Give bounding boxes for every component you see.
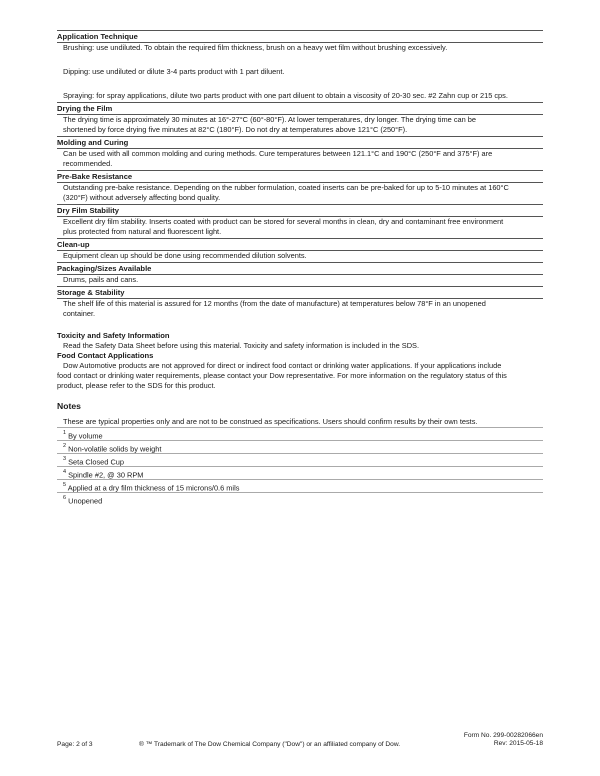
packaging-line-1: Drums, pails and cans.	[63, 275, 139, 284]
section-body-prebake	[57, 183, 543, 203]
note-item	[57, 428, 543, 441]
notes-intro-text: These are typical properties only and are not to be construed as specifications. Users should confirm results by their own tests.	[63, 417, 478, 426]
note-text: Seta Closed Cup	[68, 457, 124, 467]
note-number: 1	[63, 430, 67, 436]
footer-form-info	[464, 732, 543, 748]
notes-list	[57, 428, 543, 505]
note-number: 3	[63, 456, 67, 462]
note-text: By volume	[68, 431, 103, 441]
drying-line-2: shortened by force drying five minutes at 82°C (180°F). Do not dry at temperatures above 121°C (250°F).	[63, 125, 408, 134]
storage-line-1: The shelf life of this material is assured for 12 months (from the date of manufacture) at temperatures below 78°F in an unopened	[63, 299, 486, 308]
food-line-3: product, please refer to the SDS for this product.	[57, 381, 216, 390]
notes-title: Notes	[57, 401, 81, 411]
section-body-application	[57, 43, 543, 101]
storage-line-2: container.	[63, 309, 96, 318]
note-item	[57, 480, 543, 493]
note-text: Applied at a dry film thickness of 15 microns/0.6 mils	[67, 483, 240, 493]
note-text: Non-volatile solids by weight	[68, 444, 162, 454]
section-body-packaging	[57, 275, 543, 285]
section-title-storage: Storage & Stability	[57, 286, 543, 299]
stability-line-2: plus protected from natural and fluorescent light.	[63, 227, 222, 236]
section-title-drying: Drying the Film	[57, 102, 543, 115]
note-text: Spindle #2, @ 30 RPM	[68, 470, 144, 480]
footer-trademark: ® ™ Trademark of The Dow Chemical Company ("Dow") or an affiliated company of Dow.	[139, 741, 401, 748]
notes-intro	[57, 415, 543, 428]
note-text: Unopened	[68, 496, 103, 506]
note-item	[57, 454, 543, 467]
section-title-stability: Dry Film Stability	[57, 204, 543, 217]
application-brushing: Brushing: use undiluted. To obtain the required film thickness, brush on a heavy wet film without brushing excessively.	[63, 43, 448, 52]
molding-line-2: recommended.	[63, 159, 113, 168]
note-number: 4	[63, 469, 67, 475]
prebake-line-2: (320°F) without adversely affecting bond quality.	[63, 193, 221, 202]
note-number: 2	[63, 443, 67, 449]
section-title-cleanup: Clean-up	[57, 238, 543, 251]
section-title-molding: Molding and Curing	[57, 136, 543, 149]
section-body-storage	[57, 299, 543, 319]
section-title-prebake: Pre-Bake Resistance	[57, 170, 543, 183]
footer-revision: Rev: 2015-05-18	[493, 740, 543, 747]
document-page	[57, 30, 543, 505]
footer-page-number: Page: 2 of 3	[57, 741, 93, 748]
section-body-stability	[57, 217, 543, 237]
toxicity-line-1: Read the Safety Data Sheet before using this material. Toxicity and safety information is included in the SDS.	[63, 341, 420, 350]
note-item	[57, 493, 543, 505]
cleanup-line-1: Equipment clean up should be done using recommended dilution solvents.	[63, 251, 307, 260]
note-number: 6	[63, 495, 67, 501]
note-number: 5	[63, 482, 67, 488]
section-body-molding	[57, 149, 543, 169]
food-line-2: food contact or drinking water requirements, please contact your Dow representative. For more information on the regulatory status of this	[57, 371, 507, 380]
section-title-packaging: Packaging/Sizes Available	[57, 262, 543, 275]
section-body-drying	[57, 115, 543, 135]
application-dipping: Dipping: use undiluted or dilute 3-4 parts product with 1 part diluent.	[63, 67, 285, 76]
drying-line-1: The drying time is approximately 30 minutes at 16°-27°C (60°-80°F). At lower temperatures, dry longer. The drying time can be	[63, 115, 477, 124]
food-line-1: Dow Automotive products are not approved for direct or indirect food contact or drinking water applications. If your applications include	[63, 361, 502, 370]
food-title: Food Contact Applications	[57, 351, 154, 360]
note-item	[57, 467, 543, 480]
molding-line-1: Can be used with all common molding and curing methods. Cure temperatures between 121.1°C and 190°C (250°F and 375°F) are	[63, 149, 493, 158]
toxicity-title: Toxicity and Safety Information	[57, 331, 170, 340]
section-title-application: Application Technique	[57, 30, 543, 43]
stability-line-1: Excellent dry film stability. Inserts coated with product can be stored for several months in clean, dry and contaminant free environment	[63, 217, 504, 226]
application-spraying: Spraying: for spray applications, dilute two parts product with one part diluent to obtain a viscosity of 20-30 sec. #2 Zahn cup or 215 cps.	[63, 91, 508, 100]
prebake-line-1: Outstanding pre-bake resistance. Depending on the rubber formulation, coated inserts can be pre-baked for up to 5-10 minutes at 160°C	[63, 183, 509, 192]
footer-form-number: Form No. 299-00282066en	[463, 732, 543, 739]
note-item	[57, 441, 543, 454]
section-body-cleanup	[57, 251, 543, 261]
